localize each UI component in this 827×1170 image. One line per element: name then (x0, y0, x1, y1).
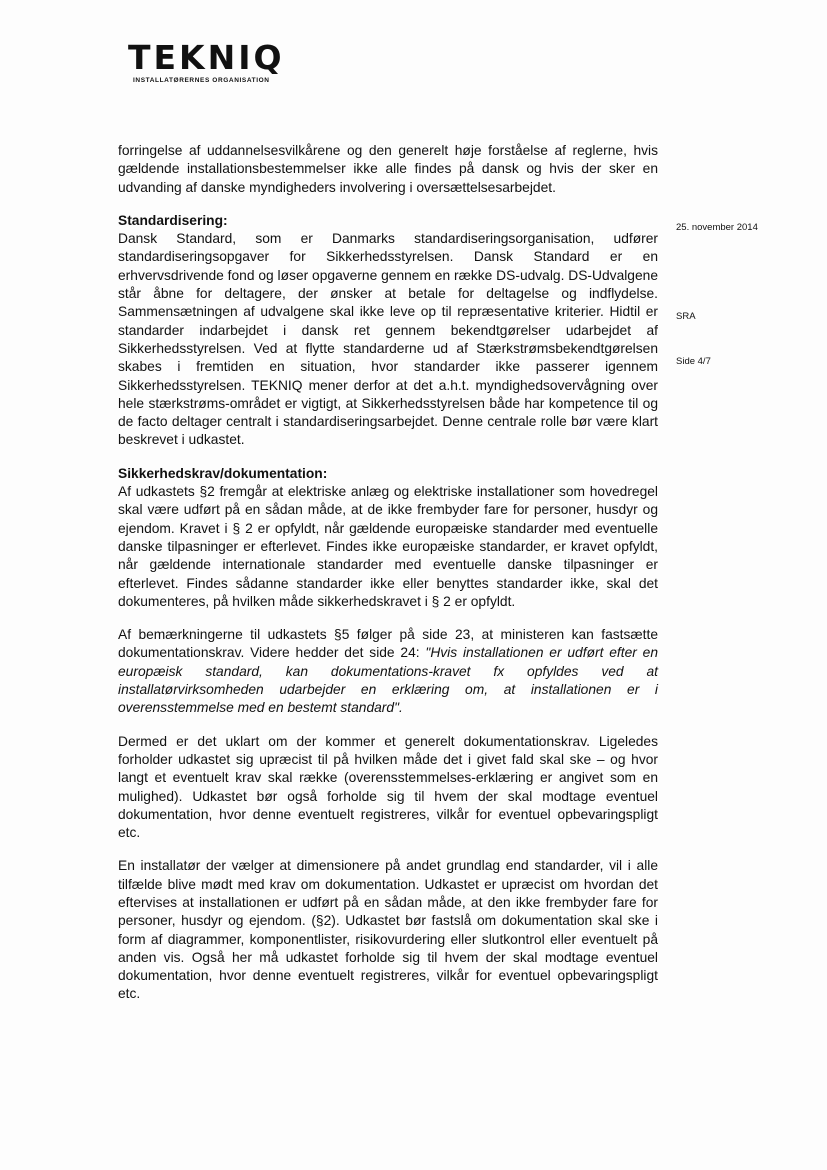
letter-body (118, 142, 658, 1019)
page-number: Side 4/7 (676, 356, 711, 367)
paragraph-text: Dansk Standard, som er Danmarks standardiseringsorganisation, udfører standardiseringsopgaver for Sikkerhedsstyrelsen. Dansk Standard er en erhvervsdrivende fond og løser opgaverne gennem en række DS-udvalg. DS-Udvalgene står åbne for deltagere, der ønsker at betale for deltagelse og indflydelse. Sammensætningen af udvalgene skal ikke leve op til repræsentative kriterier. Hidtil er standarder indarbejdet i dansk ret gennem bekendtgørelser udarbejdet af Sikkerhedsstyrelsen. Ved at flytte standarderne ud af Stærkstrømsbekendtgørelsen skabes i fremtiden en situation, hvor standarder ikke passerer igennem Sikkerhedsstyrelsen. TEKNIQ mener derfor at det a.h.t. myndighedsovervågning over hele stærkstrøms-området er vigtigt, at Sikkerhedsstyrelsen både har kompetence til og de facto deltager centralt i standardiseringsarbejdet. Denne centrale rolle bør være klart beskrevet i udkastet. (118, 231, 658, 448)
document-date: 25. november 2014 (676, 222, 758, 233)
author-initials: SRA (676, 311, 696, 322)
paragraph-text: Af bemærkningerne til udkastets §5 følger på side 23, at ministeren kan fastsætte dokumentationskrav. Videre hedder det side 24: (118, 627, 658, 661)
logo-tagline: INSTALLATØRERNES ORGANISATION (133, 77, 270, 84)
paragraph (118, 626, 658, 717)
paragraph-text: Af udkastets §2 fremgår at elektriske anlæg og elektriske installationer som hovedregel skal være udført på en sådan måde, at de ikke frembyder fare for personer, husdyr og ejendom. Kravet i § 2 er opfyldt, når gældende europæiske standarder med eventuelle danske tilpasninger er efterlevet. Findes ikke europæiske standarder, er kravet opfyldt, når gældende internationale standarder med eventuelle danske tilpasninger er efterlevet. Findes sådanne standarder ikke eller benyttes standarder ikke, skal det dokumenteres, på hvilken måde sikkerhedskravet i § 2 er opfyldt. (118, 484, 658, 609)
paragraph: forringelse af uddannelsesvilkårene og den generelt høje forståelse af reglerne, hvis gældende installationsbestemmelser ikke alle findes på dansk og hvis der sker en udvanding af danske myndigheders involvering i oversættelsesarbejdet. (118, 143, 658, 195)
tekniq-logo (128, 40, 285, 84)
section-standardisering (118, 212, 658, 450)
section-sikkerhedskrav (118, 465, 658, 611)
paragraph: Dermed er det uklart om der kommer et generelt dokumentationskrav. Ligeledes forholder udkastet sig upræcist til på hvilken måde det i givet fald skal ske – og hvor langt et eventuelt krav skal række (overensstemmelses-erklæring er angivet som en mulighed). Udkastet bør også forholde sig til hvem der skal modtage eventuel dokumentation, hvor denne eventuelt registreres, vilkår for eventuel opbevaringspligt etc. (118, 733, 658, 841)
paragraph: En installatør der vælger at dimensionere på andet grundlag end standarder, vil i alle tilfælde blive mødt med krav om dokumentation. Udkastet er upræcist om hvordan det eftervises at installationen er udført på en sådan måde, at den ikke frembyder fare for personer, husdyr og ejendom. (§2). Udkastet bør fastslå om dokumentation skal ske i form af diagrammer, komponentlister, risikovurdering eller slutkontrol eller eventuelt på anden vis. Også her må udkastet forholde sig til hvem der skal modtage eventuel dokumentation, hvor denne eventuelt registreres, vilkår for eventuel opbevaringspligt etc. (118, 858, 658, 1002)
quoted-text: "Hvis installationen er udført efter en europæisk standard, kan dokumentations-kravet fx opfyldes ved at installatørvirksomheden udarbejder en erklæring om, at installationen er i overensstemmelse med en bestemt standard". (118, 645, 658, 716)
section-heading: Sikkerhedskrav/dokumentation: (118, 465, 328, 481)
section-heading: Standardisering: (118, 212, 228, 228)
logo-wordmark: TEKNIQ (128, 38, 285, 77)
